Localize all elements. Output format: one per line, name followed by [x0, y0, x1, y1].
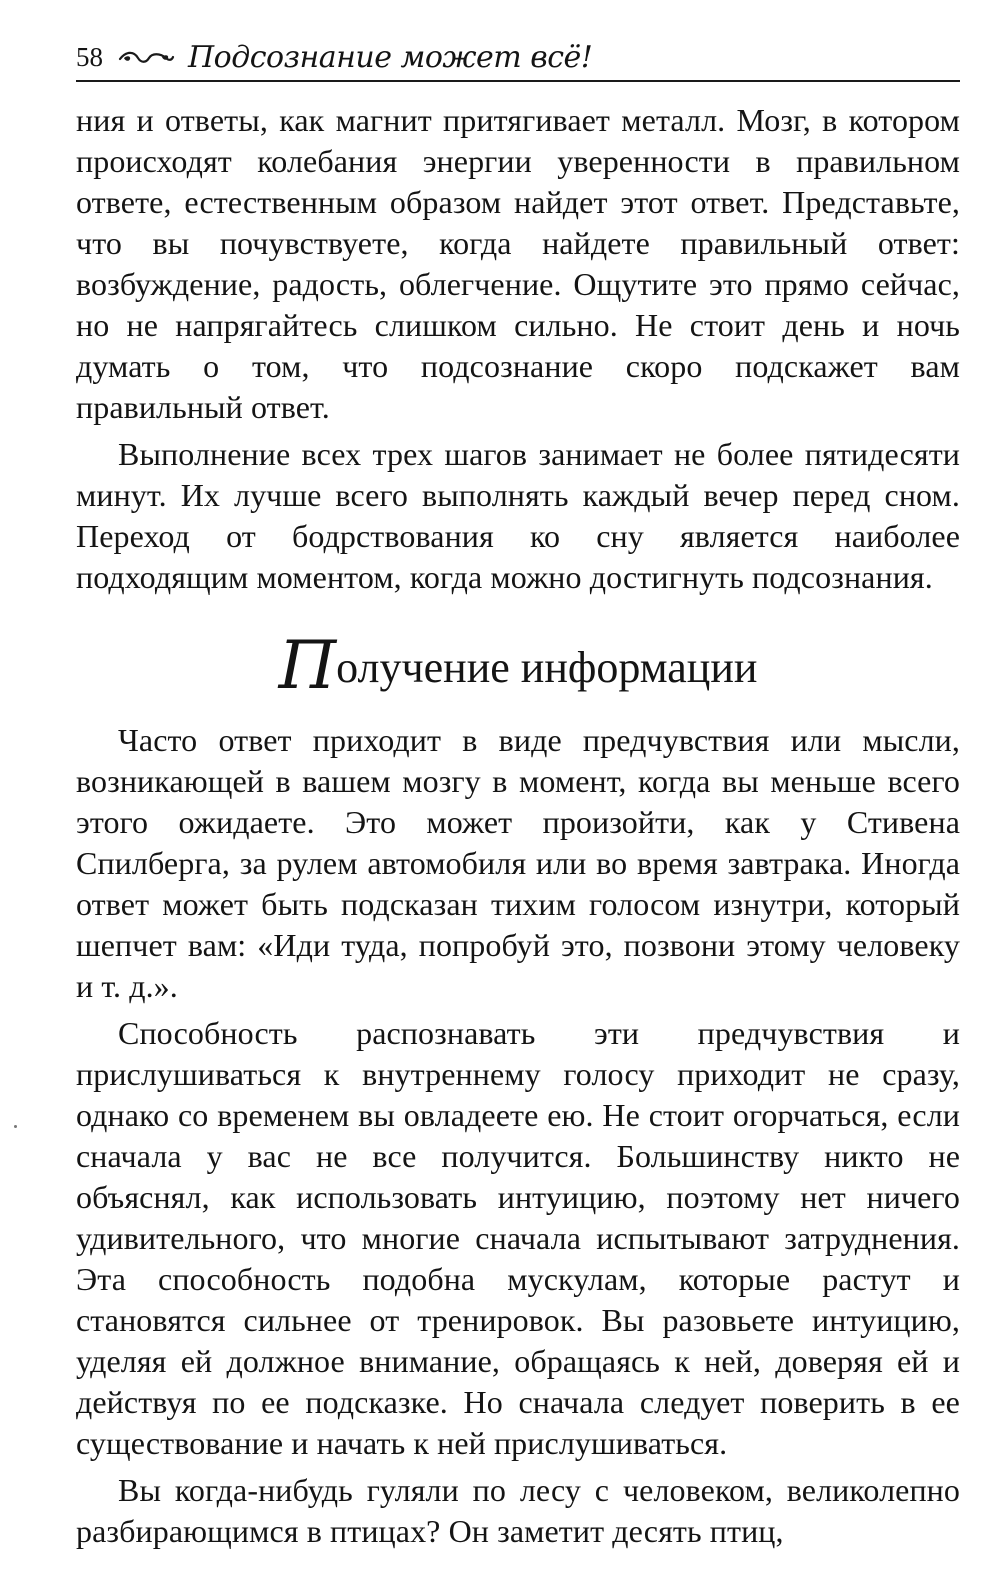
heading-text: олучение информации — [336, 643, 758, 692]
paragraph: Способность распознавать эти предчувствия и прислушиваться к внутреннему голосу приходит не сразу, однако со временем вы овладеете ею. Не стоит огорчаться, если сначала у вас не все получится. Большинству никто не объяснял, как использовать интуицию, поэтому нет ничего удивительного, что многие сначала испытывают затруднения. Эта способность подобна мускулам, которые растут и становятся сильнее от тренировок. Вы разовьете интуицию, уделяя ей должное внимание, обращаясь к ней, доверяя ей и действуя по ее подсказке. Но сначала следует поверить в ее существование и начать к ней прислушиваться. — [76, 1015, 960, 1461]
page-header — [76, 40, 960, 80]
section-2-text — [76, 720, 960, 1558]
heading-initial: П — [278, 627, 337, 704]
paragraph: Выполнение всех трех шагов занимает не более пятидесяти минут. Их лучше всего выполнять каждый вечер перед сном. Переход от бодрствования ко сну является наиболее подходящим моментом, когда можно достигнуть подсознания. — [76, 436, 960, 595]
paragraph: Вы когда-нибудь гуляли по лесу с человеком, великолепно разбирающимся в птицах? Он заметит десять птиц, — [76, 1472, 960, 1549]
running-title: Подсознание может всё! — [188, 40, 593, 75]
flourish-ornament-icon — [116, 46, 176, 70]
scan-speck — [14, 1125, 17, 1128]
book-page — [76, 0, 960, 1571]
section-heading — [76, 628, 960, 706]
page-number: 58 — [76, 42, 103, 72]
header-divider — [76, 80, 960, 82]
paragraph: Часто ответ приходит в виде предчувствия или мысли, возникающей в вашем мозгу в момент, когда вы меньше всего этого ожидаете. Это может произойти, как у Стивена Спилберга, за рулем автомобиля или во время завтрака. Иногда ответ может быть подсказан тихим голосом изнутри, который шепчет вам: «Иди туда, попробуй это, позвони этому человеку и т. д.». — [76, 722, 960, 1004]
paragraph: ния и ответы, как магнит притягивает металл. Мозг, в котором происходят колебания энергии уверенности в правильном ответе, естественным образом найдет этот ответ. Представьте, что вы почувствуете, когда найдете правильный ответ: возбуждение, радость, облегчение. Ощутите это прямо сейчас, но не напрягайтесь слишком сильно. Не стоит день и ночь думать о том, что подсознание скоро подскажет вам правильный ответ. — [76, 102, 960, 425]
section-1-text — [76, 100, 960, 604]
